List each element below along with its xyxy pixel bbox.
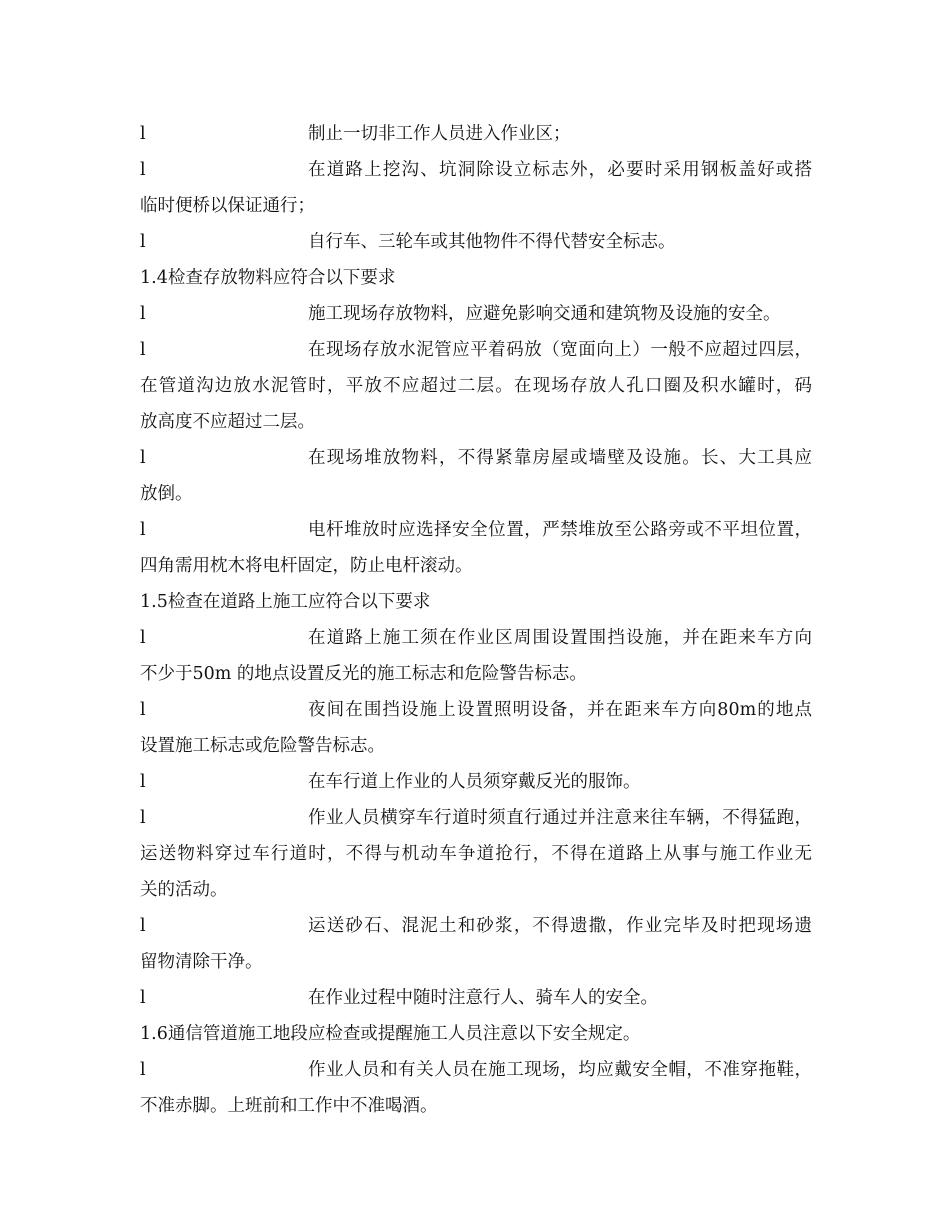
paragraph-text: 在管道沟边放水泥管时，平放不应超过二层。在现场存放人孔口圈及积水罐时，码 (140, 376, 812, 396)
bullet-marker: l (140, 448, 146, 468)
bullet-line (140, 1052, 812, 1088)
bullet-line (140, 440, 812, 476)
bullet-line (140, 296, 812, 332)
heading-text: 1.6通信管道施工地段应检查或提醒施工人员注意以下安全规定。 (140, 1024, 641, 1044)
paragraph-text: 夜间在围挡设施上设置照明设备，并在距来车方向80m的地点 (308, 700, 812, 720)
bullet-line (140, 332, 812, 368)
paragraph-text: 不准赤脚。上班前和工作中不准喝酒。 (140, 1096, 438, 1116)
paragraph-text: 四角需用枕木将电杆固定，防止电杆滚动。 (140, 556, 473, 576)
paragraph-text: 设置施工标志或危险警告标志。 (140, 736, 385, 756)
bullet-marker: l (140, 988, 146, 1008)
bullet-paragraph (140, 224, 812, 260)
bullet-paragraph (140, 332, 812, 440)
bullet-paragraph (140, 620, 812, 692)
bullet-paragraph (140, 1052, 812, 1124)
bullet-line (140, 152, 812, 188)
bullet-line (140, 512, 812, 548)
bullet-line (140, 800, 812, 836)
bullet-marker: l (140, 700, 146, 720)
bullet-paragraph (140, 116, 812, 152)
paragraph-text: 制止一切非工作人员进入作业区； (308, 124, 571, 144)
bullet-marker: l (140, 232, 146, 252)
bullet-marker: l (140, 160, 146, 180)
bullet-marker: l (140, 808, 146, 828)
bullet-marker: l (140, 916, 146, 936)
paragraph-text: 在现场堆放物料，不得紧靠房屋或墙壁及设施。长、大工具应 (308, 448, 812, 468)
bullet-line (140, 980, 812, 1016)
paragraph-text: 不少于50m 的地点设置反光的施工标志和危险警告标志。 (140, 664, 587, 684)
section-heading (140, 260, 812, 296)
bullet-paragraph (140, 692, 812, 764)
paragraph-text: 临时便桥以保证通行； (140, 196, 315, 216)
bullet-paragraph (140, 908, 812, 980)
bullet-marker: l (140, 340, 146, 360)
bullet-marker: l (140, 520, 146, 540)
bullet-paragraph (140, 440, 812, 512)
paragraph-text: 作业人员和有关人员在施工现场，均应戴安全帽，不准穿拖鞋， (308, 1060, 812, 1080)
paragraph-text: 在现场存放水泥管应平着码放（宽面向上）一般不应超过四层， (308, 340, 812, 360)
bullet-paragraph (140, 800, 812, 908)
paragraph-text: 在道路上挖沟、坑洞除设立标志外，必要时采用钢板盖好或搭 (308, 160, 812, 180)
paragraph-text: 在车行道上作业的人员须穿戴反光的服饰。 (308, 772, 641, 792)
heading-text: 1.4检查存放物料应符合以下要求 (140, 268, 396, 288)
bullet-marker: l (140, 772, 146, 792)
paragraph-text: 在道路上施工须在作业区周围设置围挡设施，并在距来车方向 (308, 628, 812, 648)
section-heading (140, 584, 812, 620)
bullet-line (140, 116, 812, 152)
bullet-paragraph (140, 980, 812, 1016)
bullet-paragraph (140, 764, 812, 800)
paragraph-text: 在作业过程中随时注意行人、骑车人的安全。 (308, 988, 658, 1008)
section-heading (140, 1016, 812, 1052)
bullet-marker: l (140, 628, 146, 648)
bullet-paragraph (140, 296, 812, 332)
paragraph-text: 电杆堆放时应选择安全位置，严禁堆放至公路旁或不平坦位置， (308, 520, 812, 540)
paragraph-text: 运送砂石、混泥土和砂浆，不得遗撒，作业完毕及时把现场遗 (308, 916, 812, 936)
heading-text: 1.5检查在道路上施工应符合以下要求 (140, 592, 431, 612)
document-body (140, 116, 812, 1124)
paragraph-text: 放倒。 (140, 484, 193, 504)
bullet-paragraph (140, 512, 812, 584)
bullet-line (140, 908, 812, 944)
bullet-paragraph (140, 152, 812, 224)
paragraph-text: 放高度不应超过二层。 (140, 412, 315, 432)
bullet-marker: l (140, 1060, 146, 1080)
bullet-marker: l (140, 124, 146, 144)
paragraph-text: 自行车、三轮车或其他物件不得代替安全标志。 (308, 232, 676, 252)
bullet-marker: l (140, 304, 146, 324)
paragraph-text: 施工现场存放物料，应避免影响交通和建筑物及设施的安全。 (308, 304, 781, 324)
paragraph-text: 关的活动。 (140, 880, 228, 900)
paragraph-text: 运送物料穿过车行道时，不得与机动车争道抢行，不得在道路上从事与施工作业无 (140, 844, 812, 864)
bullet-line (140, 692, 812, 728)
paragraph-text: 留物清除干净。 (140, 952, 263, 972)
bullet-line (140, 224, 812, 260)
bullet-line (140, 764, 812, 800)
paragraph-text: 作业人员横穿车行道时须直行通过并注意来往车辆，不得猛跑， (308, 808, 812, 828)
bullet-line (140, 620, 812, 656)
